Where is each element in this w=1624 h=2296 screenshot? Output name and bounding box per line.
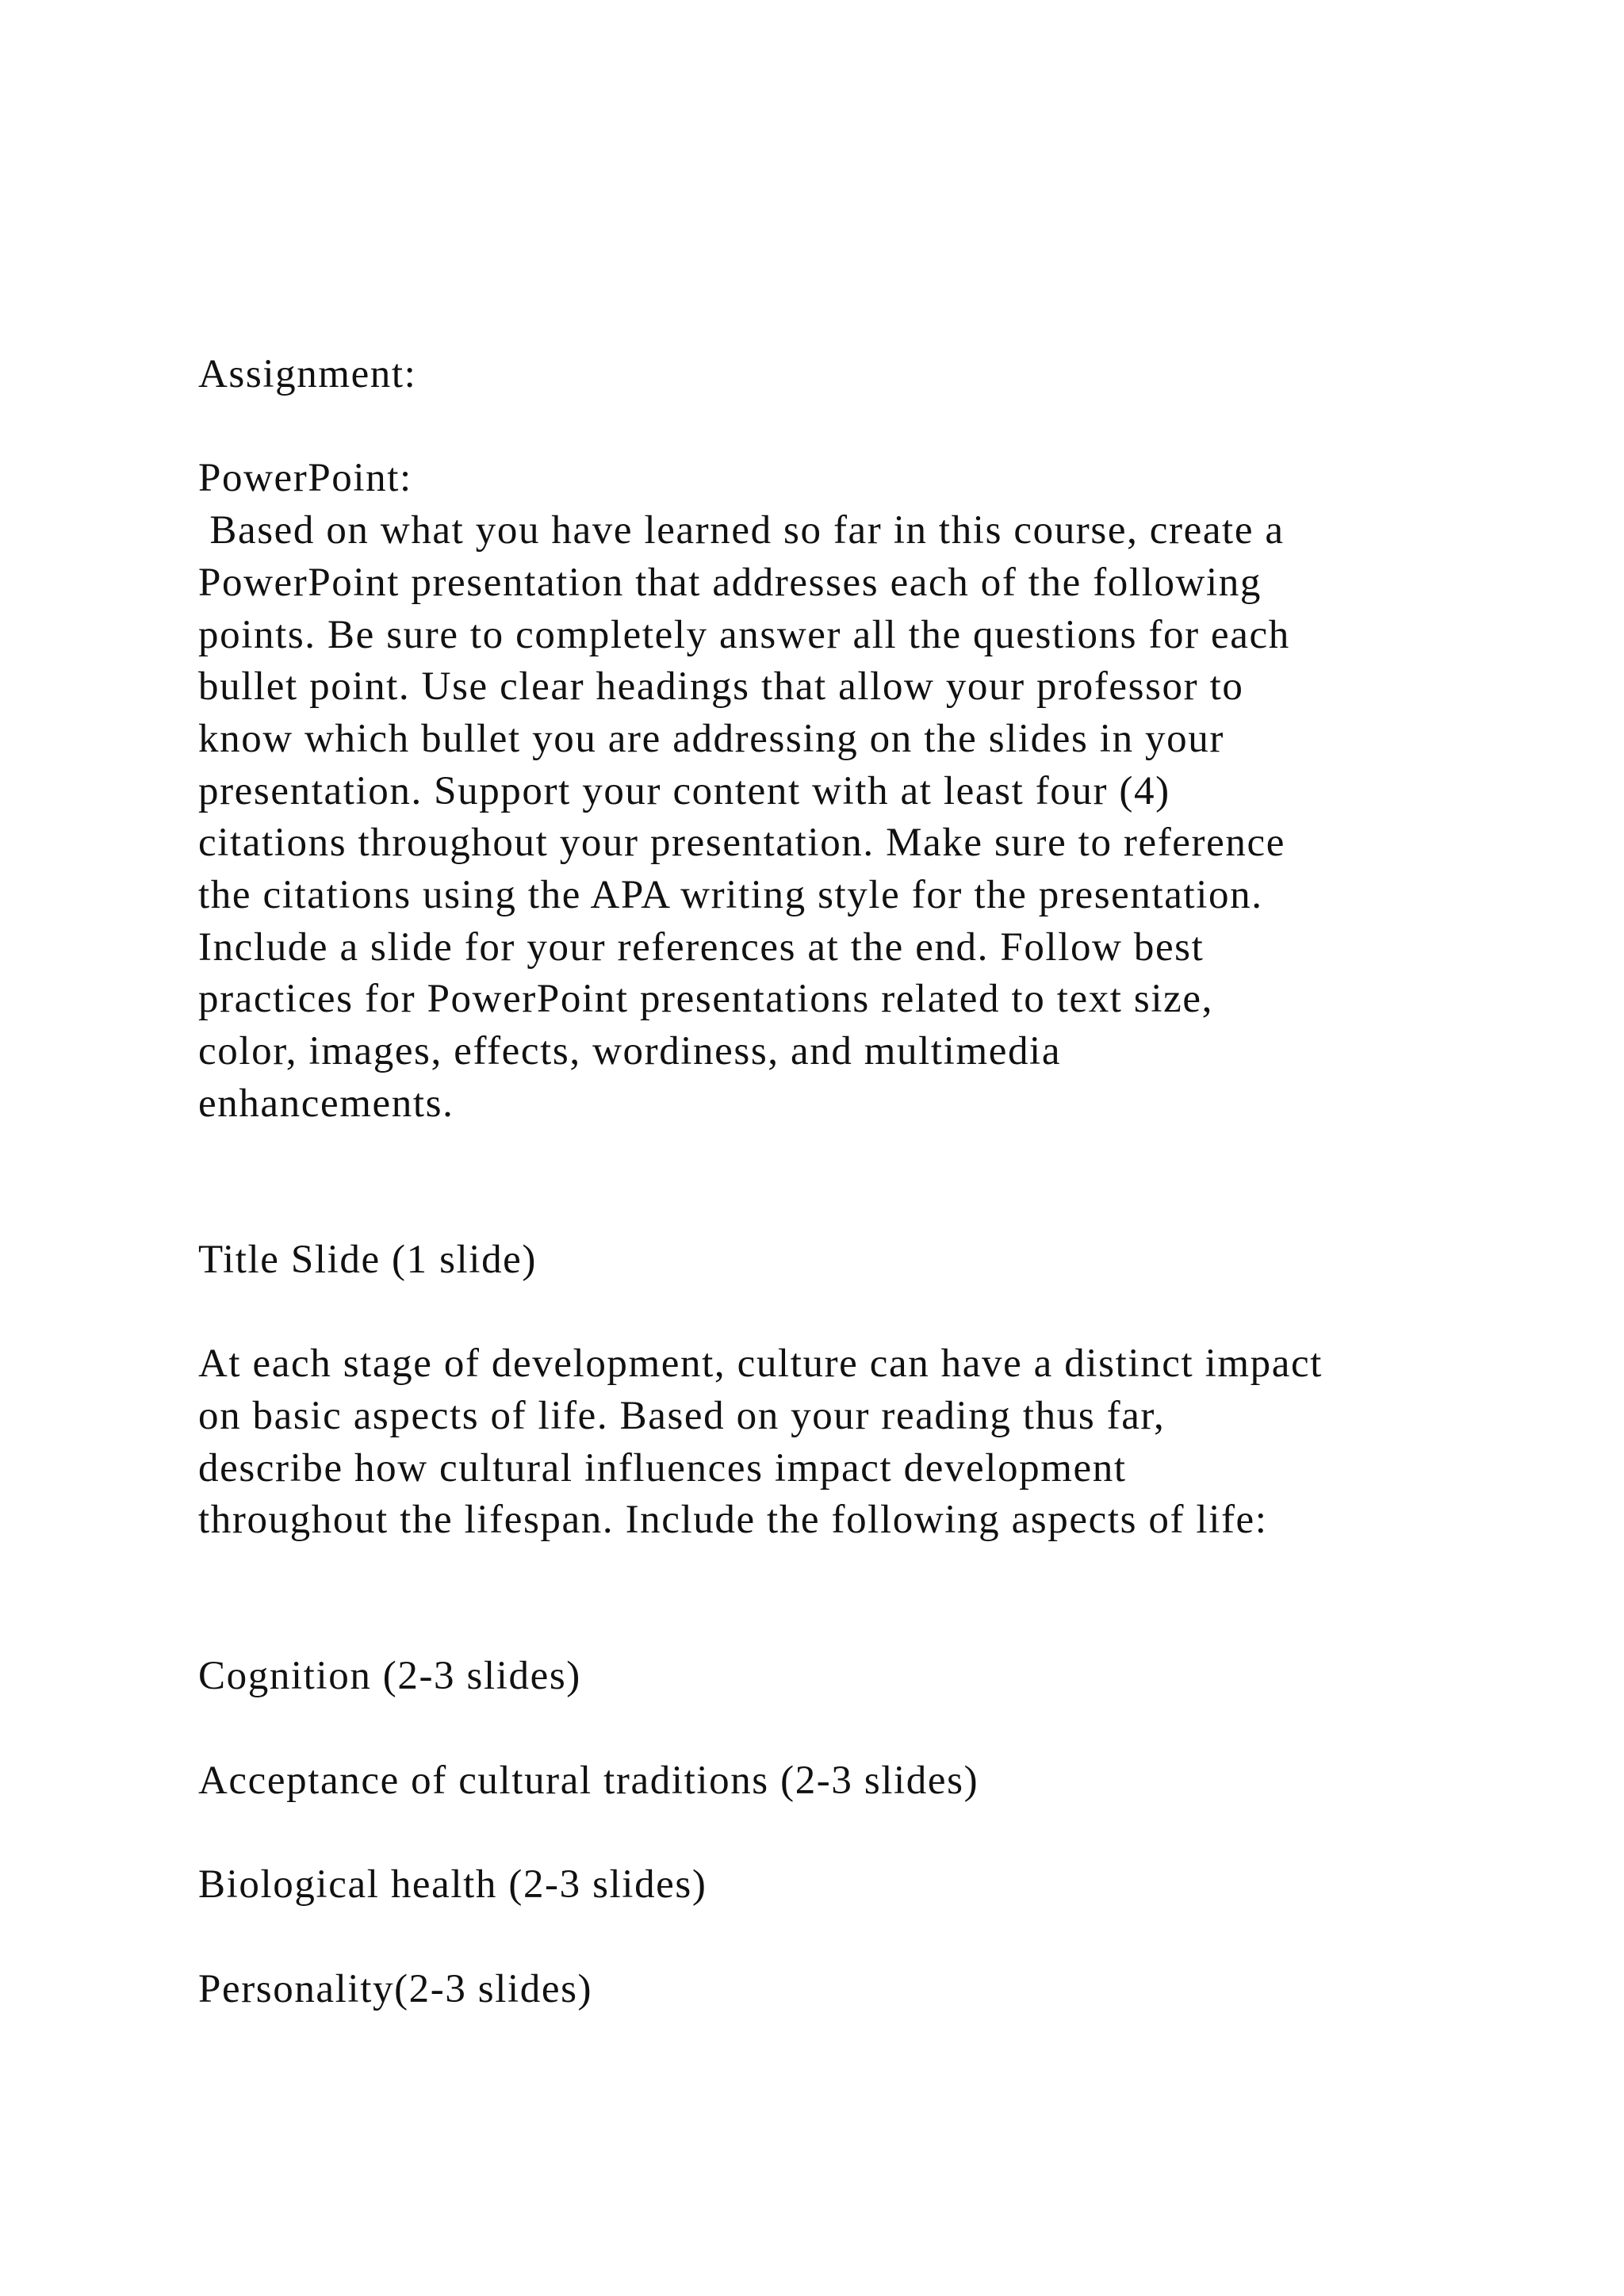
instructions-line: practices for PowerPoint presentations related to text size, <box>198 977 1213 1022</box>
spacer <box>198 1911 1499 1964</box>
culture-line: At each stage of development, culture can have a distinct impact <box>198 1341 1323 1387</box>
instructions-line: enhancements. <box>198 1081 454 1126</box>
spacer <box>198 1599 1499 1651</box>
instructions-line: color, images, effects, wordiness, and multimedia <box>198 1029 1062 1074</box>
aspect-item-biological-health: Biological health (2-3 slides) <box>198 1862 707 1908</box>
instructions-line: Include a slide for your references at the end. Follow best <box>198 924 1205 970</box>
title-slide-item: Title Slide (1 slide) <box>198 1237 537 1282</box>
instructions-line: points. Be sure to completely answer all the questions for each <box>198 612 1290 657</box>
powerpoint-label: PowerPoint: <box>198 456 412 501</box>
spacer <box>198 1131 1499 1183</box>
culture-line: throughout the lifespan. Include the following aspects of life: <box>198 1498 1268 1543</box>
spacer <box>198 1182 1499 1234</box>
instructions-line: bullet point. Use clear headings that allow your professor to <box>198 664 1244 710</box>
spacer <box>198 1703 1499 1755</box>
instructions-line: citations throughout your presentation. Make sure to reference <box>198 821 1285 866</box>
assignment-heading: Assignment: <box>198 352 417 396</box>
instructions-line: know which bullet you are addressing on the slides in your <box>198 716 1224 761</box>
instructions-line: Based on what you have learned so far in this course, create a <box>198 508 1285 553</box>
instructions-line: presentation. Support your content with at least four (4) <box>198 768 1170 813</box>
spacer <box>198 401 1499 453</box>
aspect-item-personality: Personality(2-3 slides) <box>198 1966 593 2011</box>
instructions-paragraph <box>198 505 1499 1130</box>
instructions-line: the citations using the APA writing style for the presentation. <box>198 873 1263 918</box>
spacer <box>198 1287 1499 1339</box>
document-body <box>198 349 1499 2015</box>
aspect-item-cognition: Cognition (2-3 slides) <box>198 1654 581 1699</box>
instructions-line: PowerPoint presentation that addresses each of the following <box>198 560 1262 605</box>
culture-paragraph <box>198 1338 1499 1547</box>
aspect-item-traditions: Acceptance of cultural traditions (2-3 slides) <box>198 1758 979 1803</box>
spacer <box>198 1547 1499 1599</box>
culture-line: describe how cultural influences impact development <box>198 1445 1127 1490</box>
culture-line: on basic aspects of life. Based on your reading thus far, <box>198 1394 1166 1438</box>
spacer <box>198 1808 1499 1860</box>
